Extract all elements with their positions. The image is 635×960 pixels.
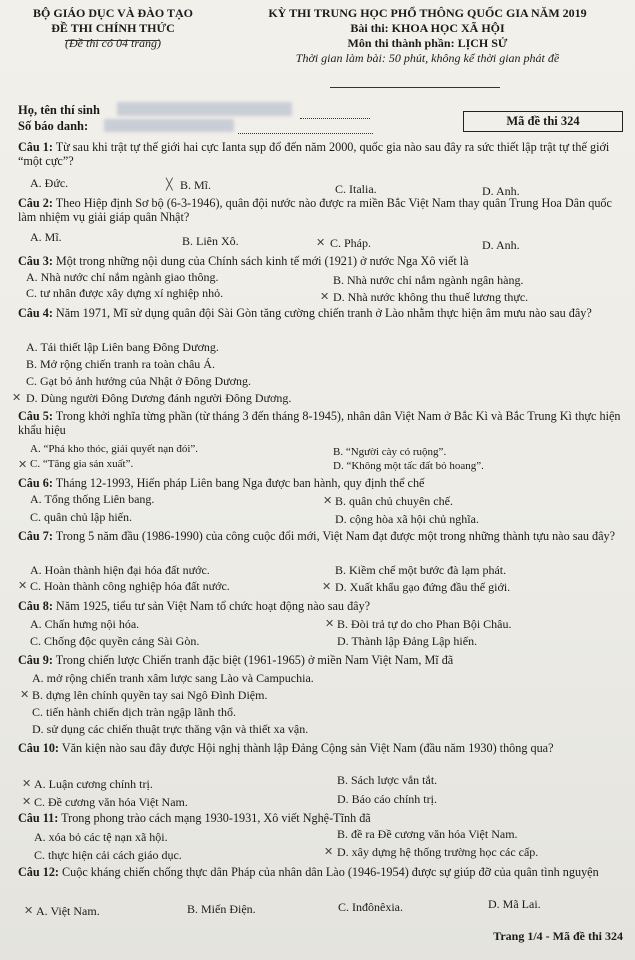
option[interactable]: C. quân chủ lập hiến. — [30, 510, 132, 524]
question-label: Câu 12: — [18, 865, 59, 879]
exam-name: KỲ THI TRUNG HỌC PHỔ THÔNG QUỐC GIA NĂM 2019 — [268, 6, 587, 20]
pencil-mark-icon: ╳ — [166, 178, 173, 191]
question-text: Theo Hiệp định Sơ bộ (6-3-1946), quân đội nước nào được ra miền Bắc Việt Nam thay quân Trung Hoa Dân quốc làm nhiệm vụ giải giáp quân Nhật? — [18, 196, 612, 224]
official-label: ĐỀ THI CHÍNH THỨC — [51, 21, 175, 35]
option[interactable]: D. cộng hòa xã hội chủ nghĩa. — [335, 512, 479, 526]
option[interactable]: D. “Không một tấc đất bỏ hoang”. — [333, 460, 484, 472]
option[interactable]: C. Gạt bỏ ảnh hưởng của Nhật ở Đông Dương. — [26, 374, 252, 388]
option[interactable]: A. Đức. — [30, 176, 69, 190]
option[interactable]: B. Mĩ. — [180, 178, 212, 192]
option[interactable]: A. Luận cương chính trị. — [34, 777, 153, 791]
option[interactable]: B. Mở rộng chiến tranh ra toàn châu Á. — [26, 357, 215, 371]
question-text: Tháng 12-1993, Hiến pháp Liên bang Nga được ban hành, quy định thể chế — [55, 476, 425, 490]
question-text: Trong khởi nghĩa từng phần (từ tháng 3 đến tháng 8-1945), nhân dân Việt Nam ở Bắc Kì và Bắc Trung Kì thực hiện khẩu hiệu — [18, 409, 621, 437]
option[interactable]: A. Hoàn thành hiện đại hóa đất nước. — [30, 563, 210, 577]
redacted-id — [104, 119, 234, 132]
pencil-mark-icon: ✕ — [22, 777, 32, 790]
option[interactable]: B. “Người cày có ruộng”. — [333, 446, 447, 458]
question-text: Một trong những nội dung của Chính sách kinh tế mới (1921) ở nước Nga Xô viết là — [55, 254, 469, 268]
option[interactable]: B. Liên Xô. — [182, 234, 239, 248]
pencil-mark-icon: ✕ — [316, 236, 326, 249]
question-9 — [18, 653, 626, 667]
option[interactable]: C. tư nhân được xây dựng xí nghiệp nhỏ. — [26, 286, 224, 300]
option[interactable]: C. Hoàn thành công nghiệp hóa đất nước. — [30, 579, 230, 593]
exam-code-box: Mã đề thi 324 — [463, 111, 623, 132]
pencil-mark-icon: ✕ — [20, 688, 30, 701]
option[interactable]: D. xây dựng hệ thống trường học các cấp. — [337, 845, 539, 859]
option[interactable]: B. Kiềm chế một bước đà lạm phát. — [335, 563, 507, 577]
question-3 — [18, 254, 626, 268]
pencil-mark-icon: ✕ — [12, 391, 22, 404]
pencil-mark-icon: ✕ — [18, 579, 28, 592]
question-text: Trong 5 năm đầu (1986-1990) của công cuộc đổi mới, Việt Nam đạt được một trong những thành tựu nào sau đây? — [55, 529, 616, 543]
question-2 — [18, 196, 626, 224]
pencil-mark-icon: ✕ — [324, 845, 334, 858]
option[interactable]: C. Pháp. — [330, 236, 372, 250]
question-5 — [18, 409, 626, 437]
candidate-id-label: Số báo danh: — [18, 119, 89, 133]
option[interactable]: D. Thành lập Đảng Lập hiến. — [337, 634, 478, 648]
question-11 — [18, 811, 626, 825]
pencil-mark-icon: ✕ — [323, 494, 333, 507]
component-label: Môn thi thành phần: LỊCH SỬ — [347, 36, 508, 50]
question-text: Năm 1925, tiểu tư sản Việt Nam tổ chức hoạt động nào sau đây? — [55, 599, 371, 613]
option[interactable]: D. Nhà nước không thu thuế lương thực. — [333, 290, 529, 304]
pencil-mark-icon: ✕ — [24, 904, 34, 917]
option[interactable]: A. Việt Nam. — [36, 904, 100, 918]
question-label: Câu 5: — [18, 409, 53, 423]
option[interactable]: C. tiến hành chiến dịch tràn ngập lãnh thổ. — [32, 705, 236, 719]
option[interactable]: B. quân chủ chuyên chế. — [335, 494, 453, 508]
question-1 — [18, 140, 626, 168]
pencil-mark-icon: ✕ — [18, 458, 28, 471]
question-text: Từ sau khi trật tự thế giới hai cực Ianta sụp đổ đến năm 2000, quốc gia nào sau đây ra sức thiết lập trật tự thế giới “một cực”? — [18, 140, 610, 168]
option[interactable]: A. Mĩ. — [30, 230, 62, 244]
option[interactable]: C. Italia. — [335, 182, 377, 196]
question-text: Văn kiện nào sau đây được Hội nghị thành lập Đảng Cộng sản Việt Nam (đầu năm 1930) thông qua? — [61, 741, 554, 755]
option[interactable]: A. Nhà nước chỉ nắm ngành giao thông. — [26, 270, 219, 284]
question-label: Câu 2: — [18, 196, 53, 210]
option[interactable]: D. Dùng người Đông Dương đánh người Đông Dương. — [26, 391, 292, 405]
question-6 — [18, 476, 626, 490]
question-label: Câu 6: — [18, 476, 53, 490]
header-left — [18, 6, 208, 51]
question-text: Trong phong trào cách mạng 1930-1931, Xô viết Nghệ-Tĩnh đã — [61, 811, 371, 825]
option[interactable]: C. Đề cương văn hóa Việt Nam. — [34, 795, 188, 809]
question-7 — [18, 529, 626, 543]
question-8 — [18, 599, 626, 613]
pencil-mark-icon: ✕ — [320, 290, 330, 303]
option[interactable]: D. sử dụng các chiến thuật trực thăng vận và thiết xa vận. — [32, 722, 309, 736]
name-dots — [300, 118, 370, 119]
question-text: Năm 1971, Mĩ sử dụng quân đội Sài Gòn tăng cường chiến tranh ở Lào nhằm thực hiện âm mưu nào sau đây? — [55, 306, 592, 320]
option[interactable]: C. “Tăng gia sản xuất”. — [30, 458, 134, 470]
option[interactable]: D. Anh. — [482, 184, 520, 198]
question-4 — [18, 306, 626, 320]
option[interactable]: B. Miến Điện. — [187, 902, 256, 916]
subject-label: Bài thi: KHOA HỌC XÃ HỘI — [350, 21, 505, 35]
option[interactable]: B. đề ra Đề cương văn hóa Việt Nam. — [337, 827, 518, 841]
header-right — [225, 6, 630, 66]
question-text: Trong chiến lược Chiến tranh đặc biệt (1961-1965) ở miền Nam Việt Nam, Mĩ đã — [55, 653, 454, 667]
option[interactable]: D. Xuất khẩu gạo đứng đầu thế giới. — [335, 580, 511, 594]
option[interactable]: A. Tổng thống Liên bang. — [30, 492, 155, 506]
option[interactable]: C. Chống độc quyền cảng Sài Gòn. — [30, 634, 200, 648]
question-label: Câu 8: — [18, 599, 53, 613]
header-left-rule — [65, 40, 160, 41]
time-note: Thời gian làm bài: 50 phút, không kể thời gian phát đề — [295, 51, 560, 65]
option[interactable]: A. xóa bỏ các tệ nạn xã hội. — [34, 830, 168, 844]
question-label: Câu 10: — [18, 741, 59, 755]
question-label: Câu 7: — [18, 529, 53, 543]
option[interactable]: D. Mã Lai. — [488, 897, 541, 911]
pencil-mark-icon: ✕ — [22, 795, 32, 808]
option[interactable]: B. dựng lên chính quyền tay sai Ngô Đình Diệm. — [32, 688, 268, 702]
question-12 — [18, 865, 618, 879]
header-right-rule — [330, 87, 500, 88]
question-label: Câu 4: — [18, 306, 53, 320]
option[interactable]: D. Báo cáo chính trị. — [337, 792, 437, 806]
question-label: Câu 11: — [18, 811, 59, 825]
question-10 — [18, 741, 626, 755]
pencil-mark-icon: ✕ — [325, 617, 335, 630]
id-dots — [238, 133, 373, 134]
option[interactable]: A. mở rộng chiến tranh xâm lược sang Lào và Campuchia. — [32, 671, 314, 685]
question-label: Câu 3: — [18, 254, 53, 268]
question-label: Câu 9: — [18, 653, 53, 667]
candidate-name-label: Họ, tên thí sinh — [18, 103, 100, 117]
option[interactable]: B. Đòi trả tự do cho Phan Bội Châu. — [337, 617, 512, 631]
page-footer: Trang 1/4 - Mã đề thi 324 — [493, 929, 623, 943]
option[interactable]: B. Sách lược vắn tắt. — [337, 773, 438, 787]
option[interactable]: A. “Phá kho thóc, giải quyết nạn đói”. — [30, 443, 199, 455]
option[interactable]: D. Anh. — [482, 238, 520, 252]
ministry-title: BỘ GIÁO DỤC VÀ ĐÀO TẠO — [33, 6, 193, 20]
pencil-mark-icon: ✕ — [322, 580, 332, 593]
option[interactable]: A. Chấn hưng nội hóa. — [30, 617, 140, 631]
question-text: Cuộc kháng chiến chống thực dân Pháp của nhân dân Lào (1946-1954) được sự giúp đỡ của quân tình nguyện — [62, 865, 599, 879]
pages-note: (Đề thi có 04 trang) — [65, 36, 161, 50]
question-label: Câu 1: — [18, 140, 53, 154]
option[interactable]: C. Inđônêxia. — [338, 900, 403, 914]
redacted-name — [117, 102, 292, 116]
option[interactable]: A. Tái thiết lập Liên bang Đông Dương. — [26, 340, 219, 354]
option[interactable]: C. thực hiện cải cách giáo dục. — [34, 848, 182, 862]
option[interactable]: B. Nhà nước chỉ nắm ngành ngân hàng. — [333, 273, 524, 287]
